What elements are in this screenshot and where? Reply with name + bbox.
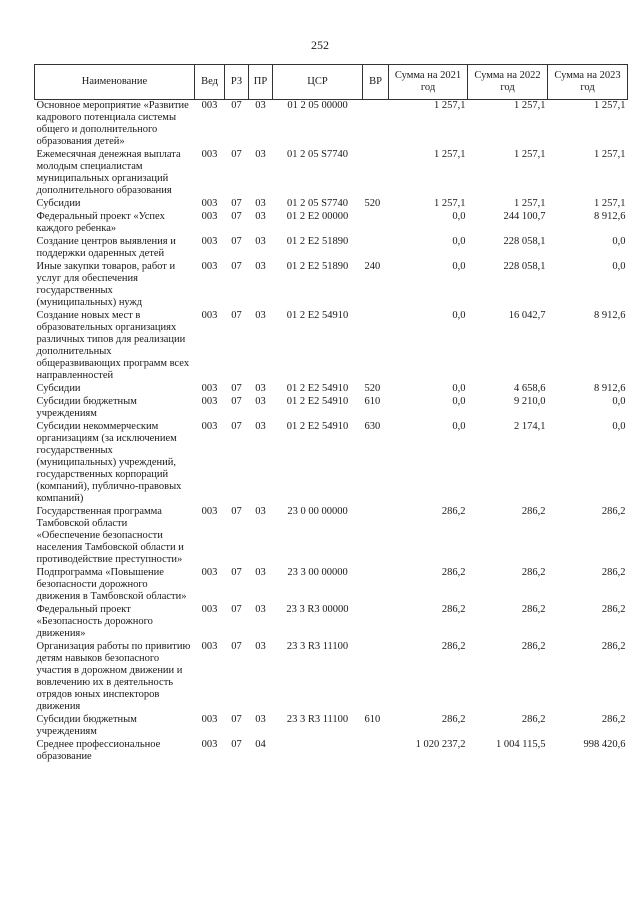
row-sum-2022: 286,2	[521, 604, 546, 615]
row-name: Среднее профессиональное образование	[36, 739, 161, 762]
row-sum-2021: 1 257,1	[434, 149, 466, 160]
row-sum-2023: 8 912,6	[594, 310, 626, 321]
row-ved: 003	[201, 421, 218, 432]
row-pr: 03	[255, 198, 266, 209]
row-name: Ежемесячная денежная выплата молодым специалистам муниципальных организаций дополнительного образования	[36, 149, 181, 196]
row-name: Субсидии	[36, 383, 81, 394]
row-ved: 003	[201, 714, 218, 725]
row-sum-2022: 1 257,1	[514, 100, 546, 111]
row-sum-2022: 2 174,1	[514, 421, 546, 432]
row-name: Субсидии	[36, 198, 81, 209]
row-pr: 03	[255, 396, 266, 407]
header-name: Наименование	[35, 65, 195, 100]
row-sum-2021: 0,0	[452, 396, 466, 407]
row-sum-2021: 0,0	[452, 261, 466, 272]
row-pr: 03	[255, 310, 266, 321]
row-csr: 01 2 05 S7740	[287, 149, 348, 160]
row-sum-2021: 286,2	[441, 506, 466, 517]
table-row	[35, 261, 628, 310]
row-csr: 23 3 R3 11100	[286, 714, 349, 725]
row-pr: 03	[255, 567, 266, 578]
row-sum-2021: 0,0	[452, 383, 466, 394]
header-pr: ПР	[249, 65, 273, 100]
row-rz: 07	[231, 100, 242, 111]
header-sum-2023: Сумма на 2023 год	[548, 65, 628, 100]
table-row	[35, 100, 628, 150]
row-csr: 01 2 E2 54910	[286, 421, 349, 432]
row-csr: 01 2 E2 00000	[286, 211, 349, 222]
row-pr: 03	[255, 236, 266, 247]
row-sum-2021: 1 020 237,2	[415, 739, 466, 750]
row-pr: 03	[255, 506, 266, 517]
row-ved: 003	[201, 261, 218, 272]
row-ved: 003	[201, 149, 218, 160]
table-row	[35, 641, 628, 714]
row-sum-2022: 1 004 115,5	[496, 739, 546, 750]
row-csr: 01 2 E2 51890	[286, 261, 349, 272]
row-vr	[363, 211, 389, 236]
table-row	[35, 739, 628, 764]
row-pr: 03	[255, 383, 266, 394]
row-ved: 003	[201, 198, 218, 209]
row-pr: 03	[255, 261, 266, 272]
row-sum-2023: 1 257,1	[594, 149, 626, 160]
row-sum-2022: 286,2	[521, 641, 546, 652]
table-row	[35, 383, 628, 396]
row-name: Создание новых мест в образовательных организациях различных типов для реализации дополнительных общеразвивающих программ всех направленностей	[36, 310, 190, 381]
row-vr	[363, 506, 389, 567]
row-vr: 630	[364, 421, 381, 432]
header-ved: Вед	[195, 65, 225, 100]
row-csr	[273, 739, 363, 764]
row-sum-2022: 286,2	[521, 714, 546, 725]
row-vr	[363, 641, 389, 714]
page-number: 252	[311, 38, 329, 52]
row-vr: 520	[364, 198, 381, 209]
row-sum-2023: 0,0	[612, 396, 626, 407]
row-pr: 03	[255, 100, 266, 111]
row-ved: 003	[201, 604, 218, 615]
row-sum-2022: 4 658,6	[514, 383, 546, 394]
row-vr	[363, 236, 389, 261]
row-sum-2021: 286,2	[441, 567, 466, 578]
row-rz: 07	[231, 236, 242, 247]
row-ved: 003	[201, 383, 218, 394]
row-ved: 003	[201, 396, 218, 407]
row-csr: 01 2 E2 54910	[286, 310, 349, 321]
row-rz: 07	[231, 211, 242, 222]
table-row	[35, 149, 628, 198]
header-sum-2022: Сумма на 2022 год	[468, 65, 548, 100]
row-sum-2021: 286,2	[441, 641, 466, 652]
row-sum-2021: 1 257,1	[434, 198, 466, 209]
row-pr: 03	[255, 149, 266, 160]
row-rz: 07	[231, 383, 242, 394]
row-name: Иные закупки товаров, работ и услуг для обеспечения государственных (муниципальных) нужд	[36, 261, 176, 308]
row-sum-2022: 228 058,1	[503, 261, 546, 272]
row-sum-2022: 286,2	[521, 506, 546, 517]
row-csr: 23 0 00 00000	[287, 506, 348, 517]
row-rz: 07	[231, 506, 242, 517]
row-ved: 003	[201, 641, 218, 652]
row-pr: 04	[255, 739, 266, 750]
table-header-row	[35, 65, 628, 100]
row-pr: 03	[255, 604, 266, 615]
row-name: Федеральный проект «Успех каждого ребенка»	[36, 211, 165, 234]
row-rz: 07	[231, 261, 242, 272]
row-name: Основное мероприятие «Развитие кадрового потенциала системы общего и дополнительного образования детей»	[36, 100, 189, 147]
row-sum-2023: 286,2	[601, 604, 626, 615]
header-sum-2021: Сумма на 2021 год	[389, 65, 468, 100]
row-ved: 003	[201, 211, 218, 222]
row-vr: 520	[364, 383, 381, 394]
table-row	[35, 198, 628, 211]
row-sum-2022: 244 100,7	[503, 211, 546, 222]
row-rz: 07	[231, 396, 242, 407]
row-sum-2022: 228 058,1	[503, 236, 546, 247]
table-row	[35, 714, 628, 739]
row-name: Субсидии некоммерческим организациям (за исключением государственных (муниципальных) учреждений, государственных корпораций (компаний), публично-правовых компаний)	[36, 421, 182, 504]
row-sum-2021: 0,0	[452, 211, 466, 222]
header-vr: ВР	[363, 65, 389, 100]
row-rz: 07	[231, 739, 242, 750]
row-csr: 01 2 E2 54910	[286, 396, 349, 407]
budget-table	[34, 64, 628, 764]
row-name: Субсидии бюджетным учреждениям	[36, 396, 137, 419]
row-rz: 07	[231, 421, 242, 432]
row-pr: 03	[255, 714, 266, 725]
row-rz: 07	[231, 310, 242, 321]
row-name: Создание центров выявления и поддержки одаренных детей	[36, 236, 176, 259]
row-csr: 01 2 E2 51890	[286, 236, 349, 247]
row-ved: 003	[201, 310, 218, 321]
row-vr: 610	[364, 396, 381, 407]
row-sum-2022: 1 257,1	[514, 198, 546, 209]
table-row	[35, 421, 628, 506]
table-row	[35, 567, 628, 604]
row-sum-2023: 998 420,6	[583, 739, 626, 750]
row-pr: 03	[255, 641, 266, 652]
table-row	[35, 396, 628, 421]
row-name: Федеральный проект «Безопасность дорожного движения»	[36, 604, 153, 639]
row-csr: 23 3 R3 00000	[286, 604, 349, 615]
row-vr	[363, 310, 389, 383]
row-sum-2023: 1 257,1	[594, 198, 626, 209]
row-vr	[363, 567, 389, 604]
row-csr: 01 2 05 S7740	[287, 198, 348, 209]
row-sum-2021: 286,2	[441, 604, 466, 615]
row-csr: 23 3 00 00000	[287, 567, 348, 578]
table-row	[35, 604, 628, 641]
row-vr	[363, 100, 389, 150]
row-sum-2021: 1 257,1	[434, 100, 466, 111]
row-csr: 01 2 05 00000	[287, 100, 348, 111]
row-rz: 07	[231, 149, 242, 160]
header-rz: РЗ	[225, 65, 249, 100]
table-row	[35, 211, 628, 236]
row-sum-2021: 0,0	[452, 236, 466, 247]
row-vr: 240	[364, 261, 381, 272]
row-name: Организация работы по привитию детям навыков безопасного участия в дорожном движении и вовлечению их в деятельность отрядов юных инспекторов движения	[36, 641, 191, 712]
row-csr: 23 3 R3 11100	[286, 641, 349, 652]
row-sum-2023: 0,0	[612, 261, 626, 272]
row-vr	[363, 739, 389, 764]
row-sum-2023: 8 912,6	[594, 211, 626, 222]
row-name: Подпрограмма «Повышение безопасности дорожного движения в Тамбовской области»	[36, 567, 187, 602]
row-sum-2023: 286,2	[601, 714, 626, 725]
row-rz: 07	[231, 604, 242, 615]
row-sum-2023: 0,0	[612, 421, 626, 432]
row-rz: 07	[231, 567, 242, 578]
row-sum-2023: 286,2	[601, 641, 626, 652]
row-sum-2021: 0,0	[452, 421, 466, 432]
row-vr	[363, 604, 389, 641]
row-ved: 003	[201, 739, 218, 750]
row-csr: 01 2 E2 54910	[286, 383, 349, 394]
table-row	[35, 506, 628, 567]
table-row	[35, 236, 628, 261]
row-pr: 03	[255, 211, 266, 222]
row-sum-2022: 16 042,7	[508, 310, 546, 321]
row-sum-2022: 1 257,1	[514, 149, 546, 160]
row-sum-2021: 0,0	[452, 310, 466, 321]
row-sum-2023: 286,2	[601, 567, 626, 578]
row-rz: 07	[231, 641, 242, 652]
row-ved: 003	[201, 236, 218, 247]
table-row	[35, 310, 628, 383]
row-sum-2023: 1 257,1	[594, 100, 626, 111]
header-csr: ЦСР	[273, 65, 363, 100]
row-pr: 03	[255, 421, 266, 432]
table-body	[35, 100, 628, 765]
row-name: Государственная программа Тамбовской области «Обеспечение безопасности населения Тамбовской области и противодействие преступности»	[36, 506, 184, 565]
row-sum-2023: 8 912,6	[594, 383, 626, 394]
row-vr: 610	[364, 714, 381, 725]
row-vr	[363, 149, 389, 198]
row-sum-2022: 9 210,0	[514, 396, 546, 407]
row-rz: 07	[231, 714, 242, 725]
row-ved: 003	[201, 100, 218, 111]
row-sum-2021: 286,2	[441, 714, 466, 725]
row-ved: 003	[201, 506, 218, 517]
row-sum-2023: 286,2	[601, 506, 626, 517]
row-ved: 003	[201, 567, 218, 578]
row-sum-2022: 286,2	[521, 567, 546, 578]
row-rz: 07	[231, 198, 242, 209]
row-name: Субсидии бюджетным учреждениям	[36, 714, 137, 737]
row-sum-2023: 0,0	[612, 236, 626, 247]
